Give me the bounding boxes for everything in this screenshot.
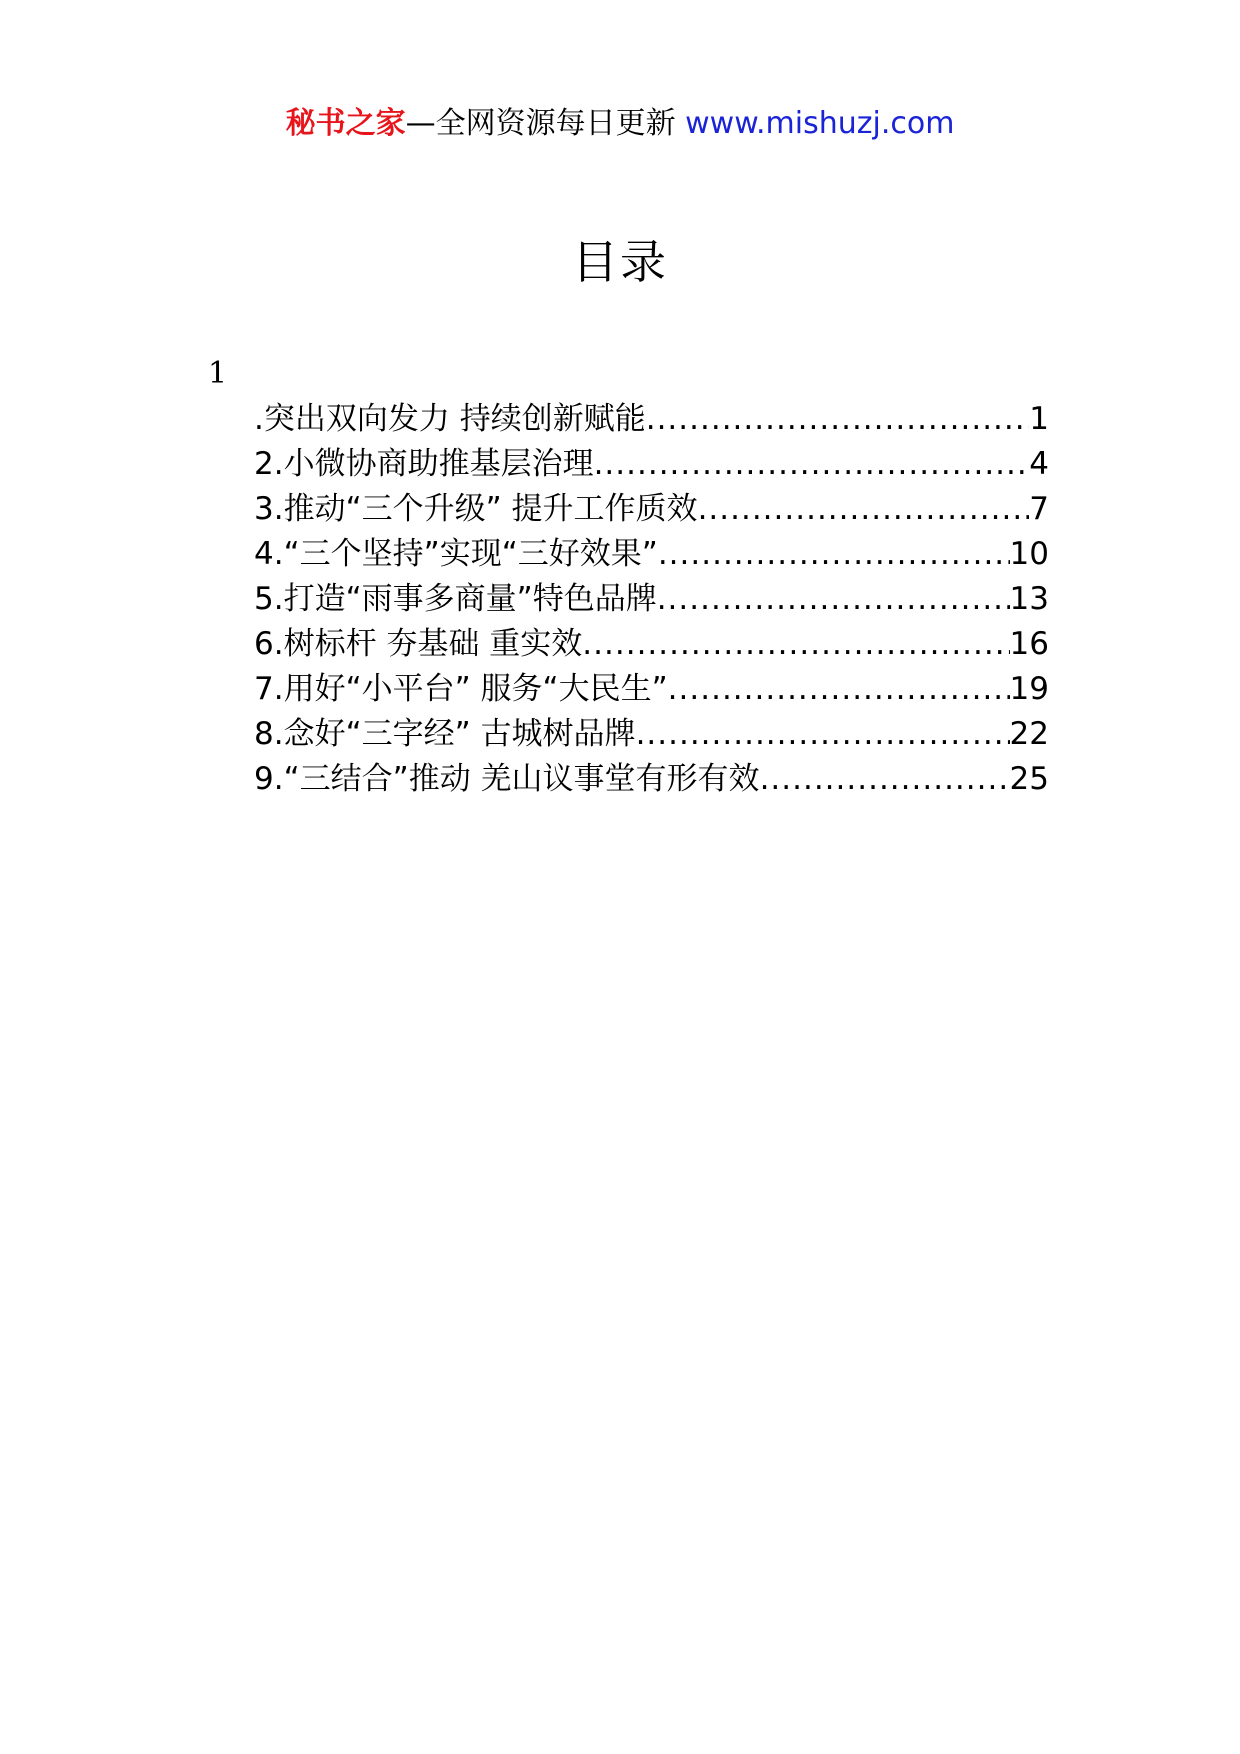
toc-entry-title: 7.用好“小平台” 服务“大民生”: [254, 671, 668, 707]
toc-dot-leader: [636, 712, 1010, 757]
toc-dot-leader: [760, 757, 1010, 802]
site-header: [0, 104, 1240, 144]
toc-title: 目录: [572, 235, 668, 289]
toc-entry[interactable]: [254, 577, 1049, 622]
toc-entry-title: 8.念好“三字经” 古城树品牌: [254, 716, 636, 752]
toc-dot-leader: [582, 622, 1009, 667]
toc-entry-title: .突出双向发力 持续创新赋能: [254, 401, 646, 437]
brand-name: 秘书之家: [285, 106, 406, 141]
toc-entry-page: 13: [1009, 581, 1049, 617]
toc-entry-page: 22: [1009, 716, 1049, 752]
toc-entry-page: 4: [1029, 446, 1049, 482]
toc-entry-title: 6.树标杆 夯基础 重实效: [254, 626, 583, 662]
toc-dot-leader: [646, 397, 1030, 442]
toc-entry-page: 19: [1009, 671, 1049, 707]
toc-entry[interactable]: [254, 442, 1049, 487]
toc-dot-leader: [658, 532, 1010, 577]
toc-entry[interactable]: [254, 487, 1049, 532]
toc-marker: 1: [208, 356, 228, 391]
toc-entry-title: 2.小微协商助推基层治理: [254, 446, 594, 482]
toc-dot-leader: [594, 442, 1030, 487]
toc-list: [254, 397, 1049, 802]
toc-entry-page: 7: [1029, 491, 1049, 527]
toc-entry[interactable]: [254, 397, 1049, 442]
toc-entry[interactable]: [254, 532, 1049, 577]
toc-entry[interactable]: [254, 667, 1049, 712]
toc-entry-page: 10: [1009, 536, 1049, 572]
site-url-link[interactable]: www.mishuzj.com: [685, 106, 955, 141]
toc-dot-leader: [657, 577, 1010, 622]
toc-dot-leader: [668, 667, 1010, 712]
toc-entry-title: 3.推动“三个升级” 提升工作质效: [254, 491, 698, 527]
toc-entry-page: 25: [1009, 761, 1049, 797]
toc-entry[interactable]: [254, 622, 1049, 667]
toc-dot-leader: [698, 487, 1030, 532]
header-tagline: —全网资源每日更新: [405, 106, 676, 141]
toc-entry-title: 9.“三结合”推动 羌山议事堂有形有效: [254, 761, 760, 797]
toc-entry[interactable]: [254, 712, 1049, 757]
toc-entry-page: 1: [1029, 401, 1049, 437]
toc-entry-title: 5.打造“雨事多商量”特色品牌: [254, 581, 657, 617]
toc-entry-page: 16: [1009, 626, 1049, 662]
toc-entry-title: 4.“三个坚持”实现“三好效果”: [254, 536, 658, 572]
toc-entry[interactable]: [254, 757, 1049, 802]
